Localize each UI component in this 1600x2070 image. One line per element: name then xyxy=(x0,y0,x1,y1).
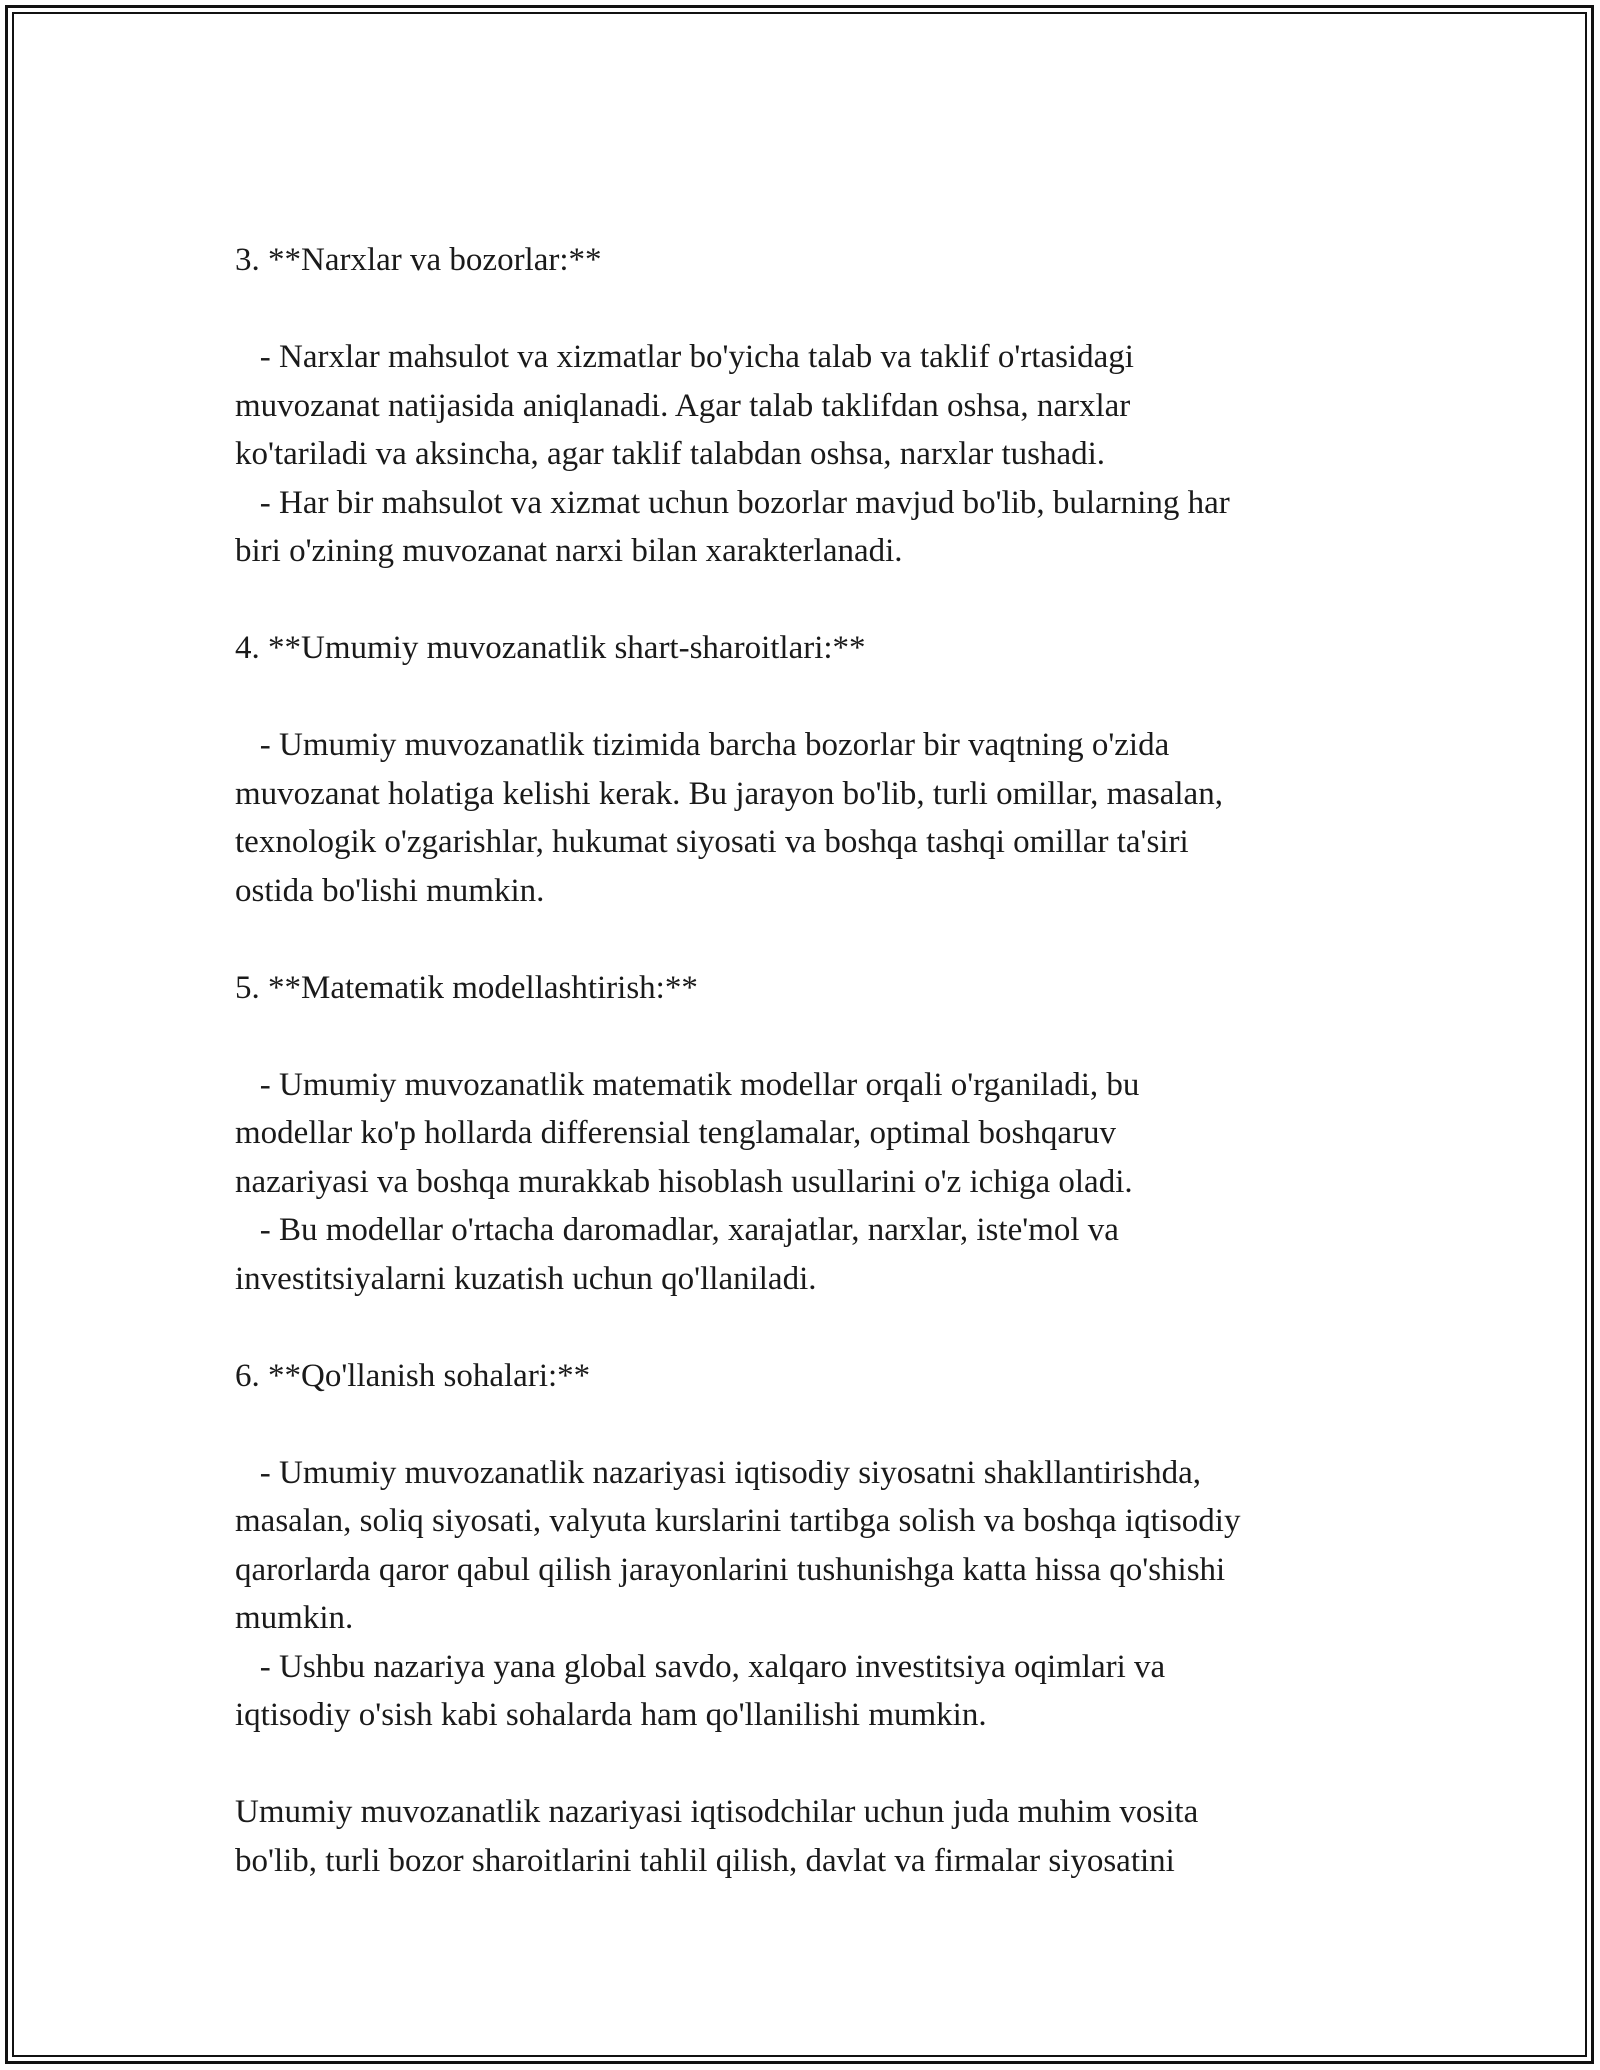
paragraph-line: muvozanat holatiga kelishi kerak. Bu jarayon bo'lib, turli omillar, masalan, xyxy=(235,775,1223,812)
paragraph-line: Umumiy muvozanatlik nazariyasi iqtisodchilar uchun juda muhim vosita xyxy=(235,1794,1199,1830)
paragraph-line: - Ushbu nazariya yana global savdo, xalqaro investitsiya oqimlari va xyxy=(235,1648,1166,1685)
paragraph-line: qarorlarda qaror qabul qilish jarayonlarini tushunishga katta hissa qo'shishi xyxy=(235,1551,1226,1588)
section-heading: 5. **Matematik modellashtirish:** xyxy=(235,969,698,1006)
paragraph-line: modellar ko'p hollarda differensial tenglamalar, optimal boshqaruv xyxy=(235,1115,1116,1151)
paragraph-line: - Umumiy muvozanatlik matematik modellar orqali o'rganiladi, bu xyxy=(235,1066,1140,1103)
closing-paragraph xyxy=(235,1788,1365,1885)
document-body xyxy=(235,236,1365,1885)
paragraph-line: nazariyasi va boshqa murakkab hisoblash usullarini o'z ichiga oladi. xyxy=(235,1163,1133,1200)
section-application-areas xyxy=(235,1352,1365,1740)
paragraph-line: bo'lib, turli bozor sharoitlarini tahlil qilish, davlat va firmalar siyosatini xyxy=(235,1842,1175,1879)
paragraph-line: mumkin. xyxy=(235,1600,354,1636)
paragraph-line: texnologik o'zgarishlar, hukumat siyosati va boshqa tashqi omillar ta'siri xyxy=(235,824,1189,860)
paragraph-line: - Umumiy muvozanatlik nazariyasi iqtisodiy siyosatni shakllantirishda, xyxy=(235,1454,1202,1491)
paragraph-line: - Har bir mahsulot va xizmat uchun bozorlar mavjud bo'lib, bularning har xyxy=(235,484,1230,521)
paragraph-line: iqtisodiy o'sish kabi sohalarda ham qo'llanilishi mumkin. xyxy=(235,1697,987,1733)
paragraph-line: - Bu modellar o'rtacha daromadlar, xarajatlar, narxlar, iste'mol va xyxy=(235,1212,1119,1248)
paragraph-line: muvozanat natijasida aniqlanadi. Agar talab taklifdan oshsa, narxlar xyxy=(235,387,1131,424)
paragraph-line: ko'tariladi va aksincha, agar taklif talabdan oshsa, narxlar tushadi. xyxy=(235,436,1106,472)
paragraph-line: ostida bo'lishi mumkin. xyxy=(235,872,545,909)
paragraph-line: investitsiyalarni kuzatish uchun qo'llaniladi. xyxy=(235,1260,817,1297)
section-equilibrium-conditions xyxy=(235,624,1365,915)
section-heading: 3. **Narxlar va bozorlar:** xyxy=(235,242,602,278)
paragraph-line: masalan, soliq siyosati, valyuta kurslarini tartibga solish va boshqa iqtisodiy xyxy=(235,1503,1241,1539)
section-mathematical-modeling xyxy=(235,964,1365,1304)
section-heading: 4. **Umumiy muvozanatlik shart-sharoitlari:** xyxy=(235,630,866,666)
section-prices-markets xyxy=(235,236,1365,576)
paragraph-line: biri o'zining muvozanat narxi bilan xarakterlanadi. xyxy=(235,533,903,569)
paragraph-line: - Narxlar mahsulot va xizmatlar bo'yicha talab va taklif o'rtasidagi xyxy=(235,339,1134,375)
section-heading: 6. **Qo'llanish sohalari:** xyxy=(235,1357,591,1394)
paragraph-line: - Umumiy muvozanatlik tizimida barcha bozorlar bir vaqtning o'zida xyxy=(235,727,1170,763)
